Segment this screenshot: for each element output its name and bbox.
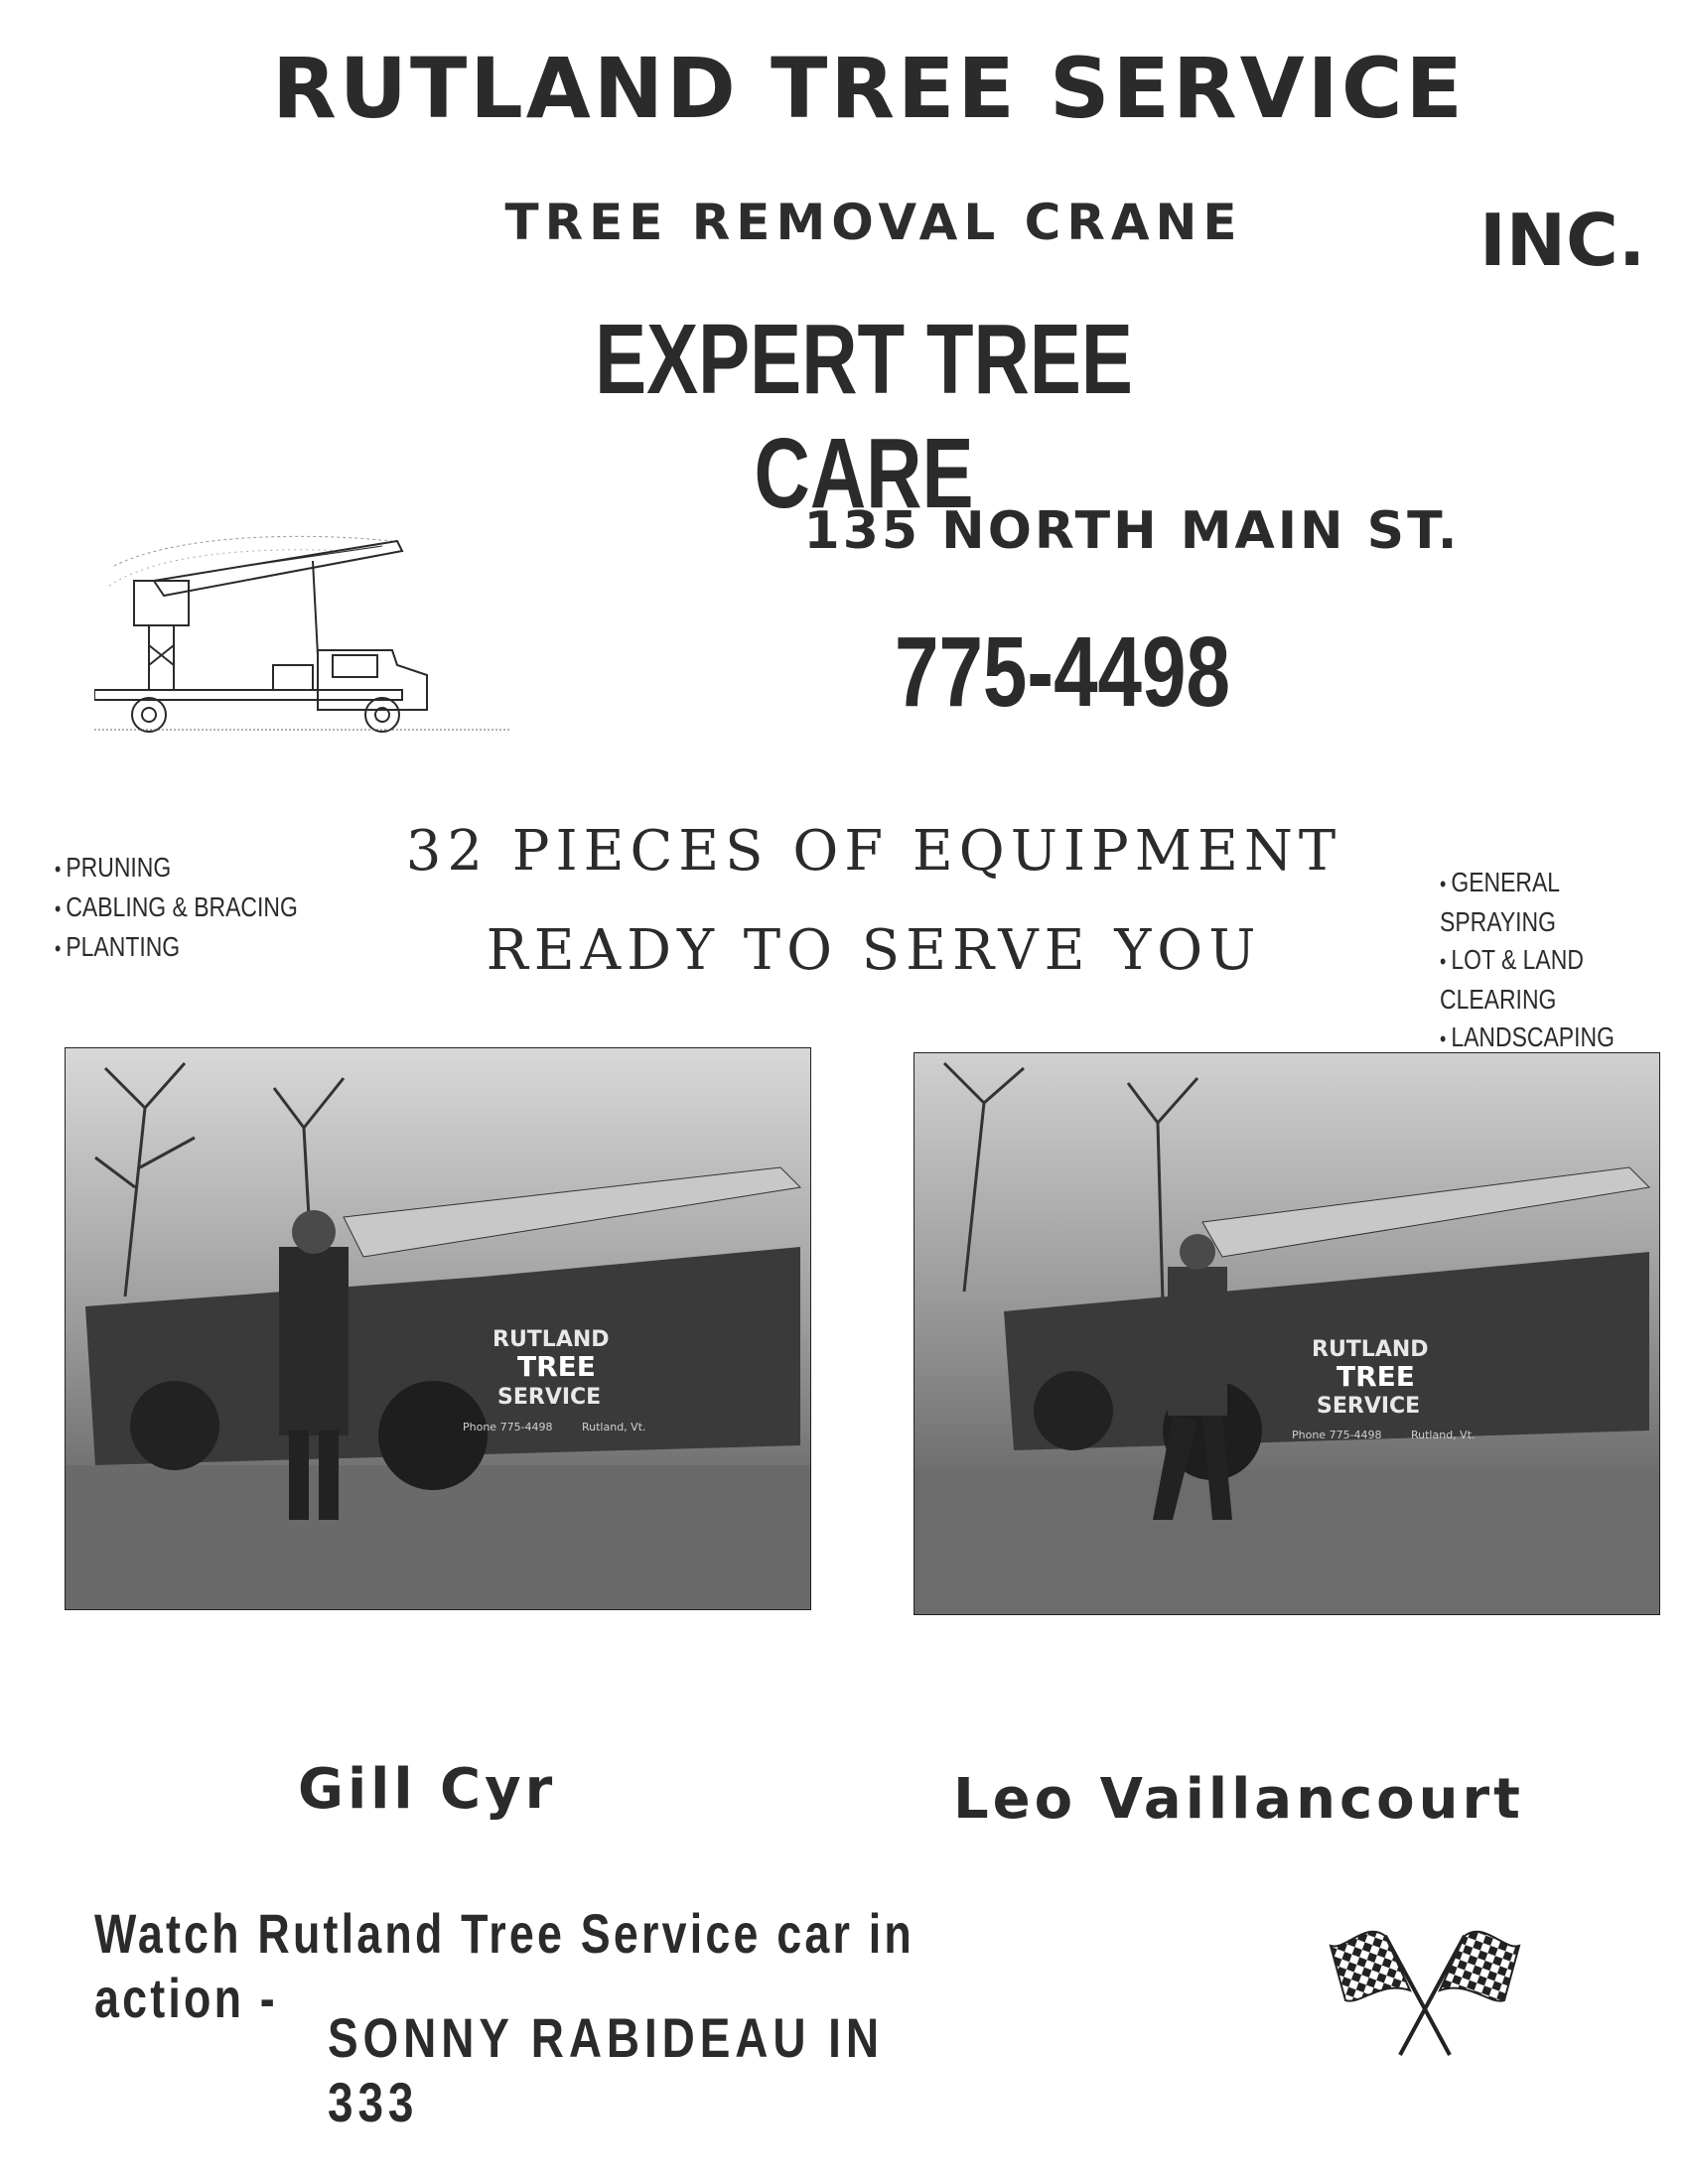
crane-truck-illustration [94,526,531,735]
equipment-line-2: READY TO SERVE YOU [486,918,1262,983]
equipment-line-1: 32 PIECES OF EQUIPMENT [405,819,1342,884]
photo-leo-vaillancourt [914,1052,1660,1615]
address: 135 NORTH MAIN ST. [803,501,1461,561]
truck-door-text: RUTLAND [1312,1337,1429,1362]
person-name: Gill Cyr [298,1757,557,1822]
services-left-list [55,849,298,968]
service-item: • PRUNING [55,849,298,888]
truck-door-text: SERVICE [1317,1394,1421,1419]
photo-gill-cyr [65,1047,811,1610]
truck-door-text: TREE [517,1350,596,1383]
service-item: • GENERAL SPRAYING [1440,864,1643,941]
truck-door-text: Rutland, Vt. [582,1421,646,1433]
checkered-flags-icon [1326,1911,1524,2060]
truck-door-text: Rutland, Vt. [1411,1429,1476,1441]
truck-door-text: SERVICE [497,1385,602,1410]
truck-door-text: TREE [1336,1360,1415,1393]
person-name: Leo Vaillancourt [953,1767,1524,1832]
service-item: • LOT & LAND CLEARING [1440,941,1643,1019]
service-item: • PLANTING [55,928,298,968]
service-item: • CABLING & BRACING [55,888,298,928]
truck-door-text: RUTLAND [492,1327,610,1352]
driver-line: SONNY RABIDEAU IN 333 [328,2006,884,2133]
subtitle: TREE REMOVAL CRANE [504,194,1243,251]
company-suffix: INC. [1479,199,1646,282]
service-item: • LANDSCAPING [1440,1019,1643,1058]
phone-number: 775-4498 [894,616,1231,728]
company-name: RUTLAND TREE SERVICE [272,40,1466,137]
services-right-list [1440,864,1643,1058]
truck-door-text: Phone 775-4498 [1292,1429,1382,1441]
watch-line: Watch Rutland Tree Service car in action - [94,1902,914,2029]
tagline: EXPERT TREE CARE [595,304,1133,529]
truck-door-text: Phone 775-4498 [463,1421,553,1433]
